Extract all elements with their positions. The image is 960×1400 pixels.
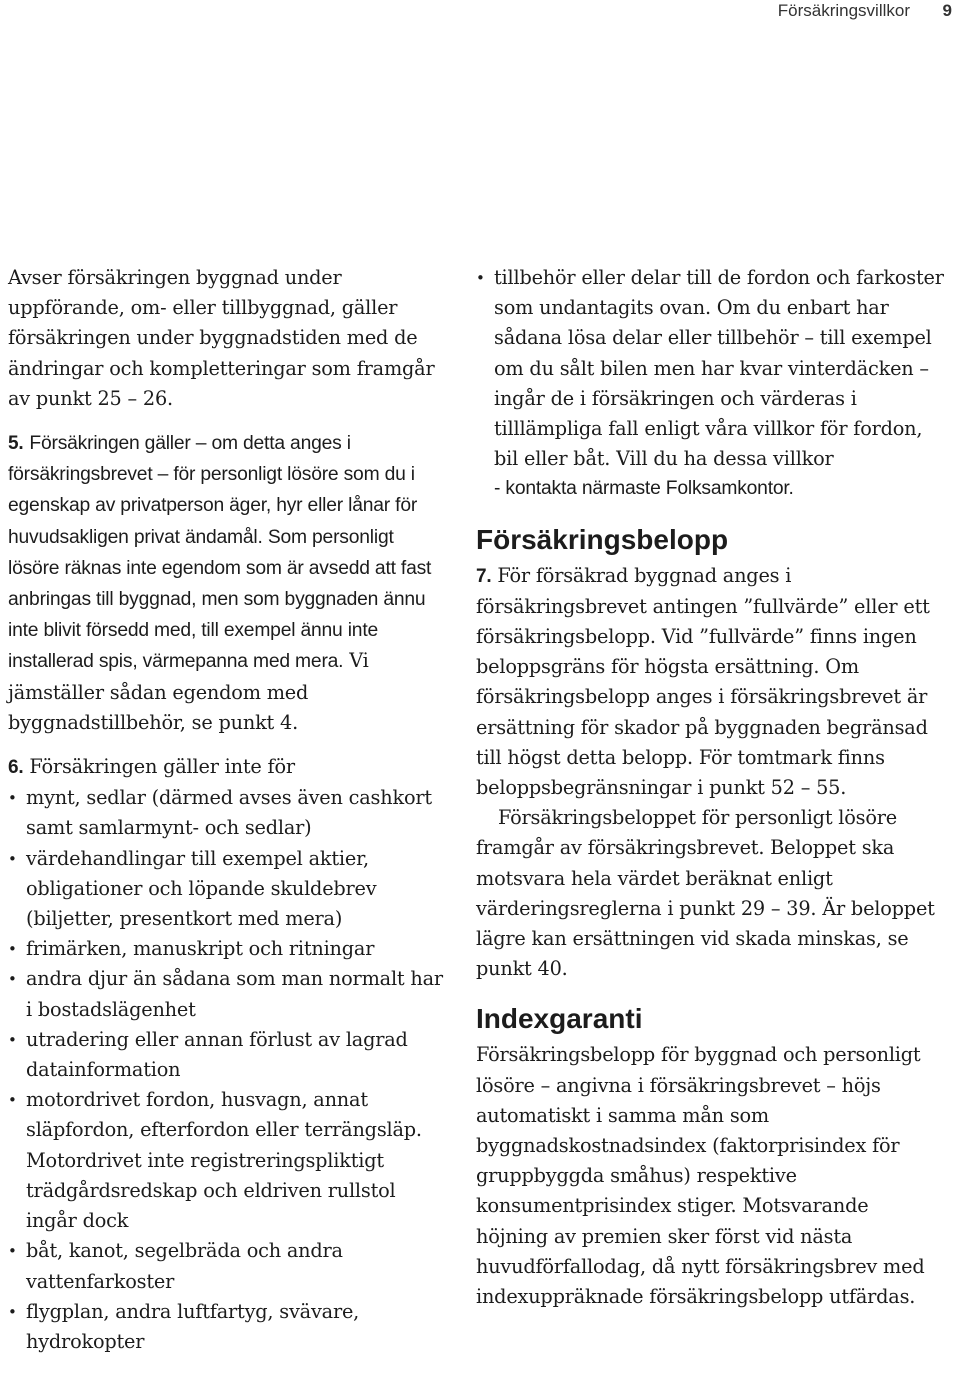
bullet-icon: • — [8, 1030, 17, 1049]
section-7-paragraph — [476, 561, 946, 804]
list-item-text: tillbehör eller delar till de fordon och farkoster som undantagits ovan. Om du enbart har sådana lösa delar eller tillbehör – till exempel om du sålt bilen men har kvar vinterdäcken – ingår de i försäkringen och värderas i tilllämpliga fall enligt våra villkor för fordon, bil eller båt. Vill du ha dessa villkor — [494, 266, 944, 471]
section-5-number: 5. — [8, 433, 24, 455]
list-item-text: båt, kanot, segelbräda och andra vattenfarkoster — [26, 1239, 343, 1293]
bullet-icon: • — [8, 940, 17, 959]
section-5-text-tail: Vi jämställer sådan egendom med byggnadstillbehör, se punkt 4. — [8, 649, 369, 734]
bullet-icon: • — [476, 269, 485, 287]
bullet-icon: • — [8, 970, 17, 989]
running-title: Försäkringsvillkor — [777, 1, 910, 20]
bullet-icon: • — [8, 1091, 17, 1110]
section-5-paragraph — [8, 428, 448, 738]
bullet-icon: • — [8, 1302, 17, 1321]
list-item-text: frimärken, manuskript och ritningar — [26, 937, 375, 961]
list-item-text-tail: - kontakta närmaste Folksamkontor. — [494, 478, 794, 500]
section-6-number: 6. — [8, 757, 24, 779]
section-7-number: 7. — [476, 565, 492, 587]
section-5-text: Försäkringen gäller – om detta anges i försäkringsbrevet – för personligt lösöre som du i egenskap av privatperson äger, hyr eller lånar för huvudsakligen privat ändamål. Som personligt lösöre räknas inte egendom som är avsedd att fast anbringas till byggnad, men som byggnaden ännu inte blivit försedd med, till exempel ännu inte installerad spis, värmepanna med mera. — [8, 433, 432, 673]
list-item-text: motordrivet fordon, husvagn, annat släpfordon, efterfordon eller terrängsläp. Motordrivet inte registreringspliktigt trädgårdsredskap och eldriven rullstol ingår dock — [26, 1088, 422, 1233]
bullet-icon: • — [8, 1242, 17, 1261]
list-item — [8, 1297, 448, 1357]
list-item-text: flygplan, andra luftfartyg, svävare, hydrokopter — [26, 1299, 360, 1353]
section-heading-indexgaranti: Indexgaranti — [476, 1003, 643, 1035]
list-item-text: mynt, sedlar (därmed avses även cashkort samt samlarmynt- och sedlar) — [26, 786, 432, 840]
list-item — [8, 1025, 448, 1085]
section-6-intro — [8, 752, 448, 783]
page-header — [0, 0, 960, 24]
right-column — [476, 263, 946, 1312]
list-item — [8, 964, 448, 1024]
left-column — [8, 263, 448, 1357]
continued-list — [476, 263, 946, 505]
indexgaranti-paragraph: Försäkringsbelopp för byggnad och personligt lösöre – angivna i försäkringsbrevet – höjs automatiskt i samma mån som byggnadskostnadsindex (faktorprisindex för gruppbyggda småhus) respektive konsumentprisindex stiger. Motsvarande höjning av premien sker först vid nästa huvudförfallodag, då nytt försäkringsbrev med indexuppräknade försäkringsbelopp utfärdas. — [476, 1043, 925, 1309]
list-item — [8, 1236, 448, 1296]
page-number: 9 — [942, 1, 952, 20]
section-7-second-paragraph: Försäkringsbeloppet för personligt lösöre framgår av försäkringsbrevet. Beloppet ska motsvara hela värdet beräknat enligt värderingsreglerna i punkt 29 – 39. Är beloppet lägre kan ersättningen vid skada minskas, se punkt 40. — [476, 806, 935, 981]
list-item — [8, 783, 448, 843]
list-item-text: utradering eller annan förlust av lagrad datainformation — [26, 1027, 408, 1082]
section-heading-forsakringsbelopp: Försäkringsbelopp — [476, 523, 729, 555]
section-7-text: För försäkrad byggnad anges i försäkringsbrevet antingen ”fullvärde” eller ett försäkringsbelopp. Vid ”fullvärde” finns ingen beloppsgräns för högsta ersättning. Om försäkringsbelopp anges i försäkringsbrevet är ersättning för skador på byggnaden begränsad till högst detta belopp. För tomtmark finns beloppsbegränsningar i punkt 52 – 55. — [476, 563, 930, 800]
bullet-icon: • — [8, 849, 17, 868]
list-item — [476, 263, 946, 505]
list-item — [8, 1085, 448, 1236]
exclusions-list — [8, 783, 448, 1357]
section-6-intro-text: Försäkringen gäller inte för — [29, 755, 295, 779]
list-item-text: andra djur än sådana som man normalt har i bostadslägenhet — [26, 967, 443, 1021]
list-item-text: värdehandlingar till exempel aktier, obligationer och löpande skuldebrev (biljetter, presentkort med mera) — [26, 846, 377, 931]
bullet-icon: • — [8, 789, 17, 808]
intro-paragraph: Avser försäkringen byggnad under uppförande, om- eller tillbyggnad, gäller försäkringen under byggnadstiden med de ändringar och kompletteringar som framgår av punkt 25 – 26. — [8, 266, 435, 410]
list-item — [8, 844, 448, 935]
list-item — [8, 934, 448, 964]
